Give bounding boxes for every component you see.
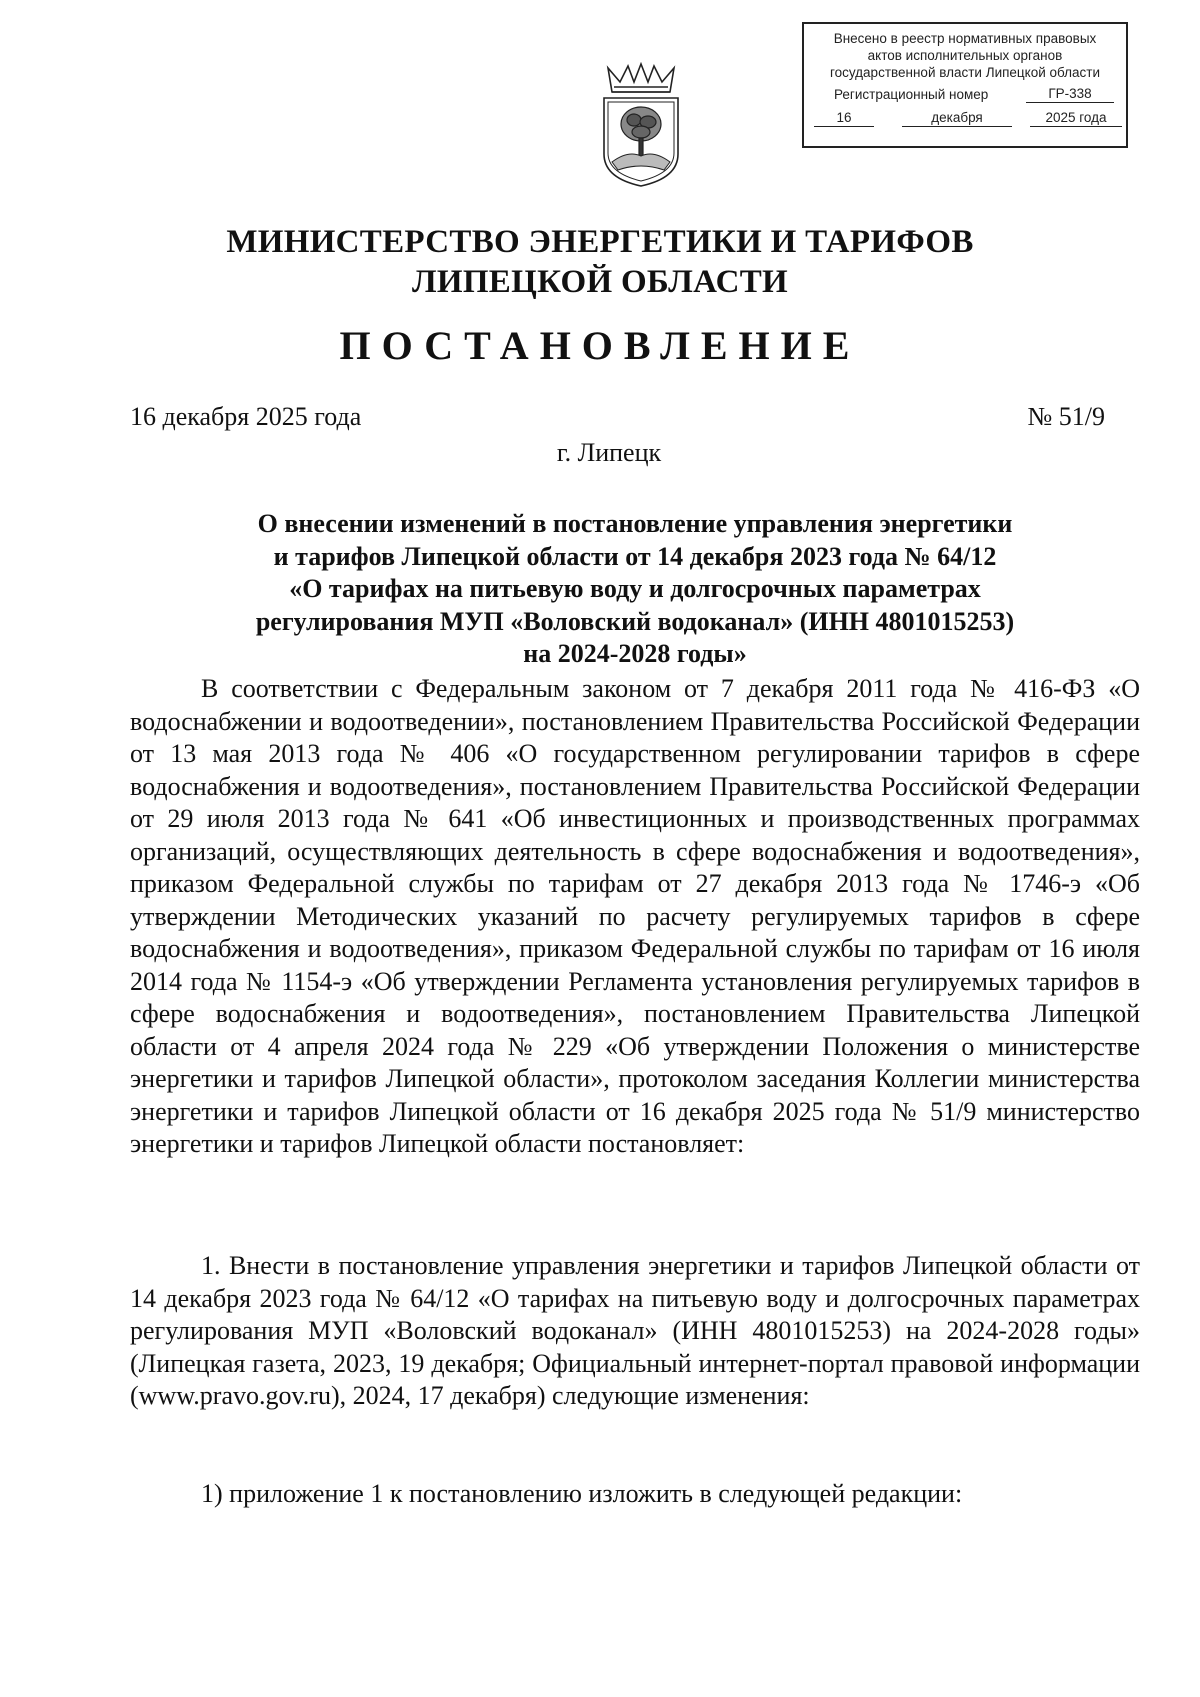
subject-line: «О тарифах на питьевую воду и долгосрочных параметрах xyxy=(289,574,981,603)
clause-1-1-paragraph: 1) приложение 1 к постановлению изложить в следующей редакции: xyxy=(201,1479,963,1508)
document-date: 16 декабря 2025 года xyxy=(130,402,362,431)
preamble-paragraph: В соответствии с Федеральным законом от 7 декабря 2011 года № 416-ФЗ «О водоснабжении и водоотведении», постановлением Правительства Российской Федерации от 13 мая 2013 года № 406 «О государственном регулировании тарифов в сфере водоснабжения и водоотведения», постановлением Правительства Российской Федерации от 29 июля 2013 года № 641 «Об инвестиционных и производственных программах организаций, осуществляющих деятельность в сфере водоснабжения и водоотведения», приказом Федеральной службы по тарифам от 27 декабря 2013 года № 1746-э «Об утверждении Методических указаний по расчету регулируемых тарифов в сфере водоснабжения и водоотведения», приказом Федеральной службы по тарифам от 16 июля 2014 года № 1154-э «Об утверждении Регламента установления регулируемых тарифов в сфере водоснабжения и водоотведения», постановлением Правительства Липецкой области от 4 апреля 2024 года № 229 «Об утверждении Положения о министерстве энергетики и тарифов Липецкой области», протоколом заседания Коллегии министерства энергетики и тарифов Липецкой области от 16 декабря 2025 года № 51/9 министерство энергетики и тарифов Липецкой области постановляет: xyxy=(130,674,1140,1158)
document-number: № 51/9 xyxy=(1027,402,1105,431)
stamp-month: декабря xyxy=(902,110,1012,127)
ministry-title xyxy=(0,222,1200,302)
stamp-line: Внесено в реестр нормативных правовых xyxy=(833,31,1097,46)
stamp-year: 2025 года xyxy=(1030,110,1122,127)
stamp-registration-row xyxy=(814,86,1116,104)
stamp-line: государственной власти Липецкой области xyxy=(829,65,1101,80)
ministry-title-line: МИНИСТЕРСТВО ЭНЕРГЕТИКИ И ТАРИФОВ xyxy=(226,224,974,260)
stamp-line: актов исполнительных органов xyxy=(867,48,1063,63)
ministry-title-line: ЛИПЕЦКОЙ ОБЛАСТИ xyxy=(411,264,789,300)
subject-line: регулирования МУП «Воловский водоканал» (ИНН 4801015253) xyxy=(255,606,1015,636)
subject-line: О внесении изменений в постановление управления энергетики xyxy=(257,509,1013,538)
document-city: г. Липецк xyxy=(556,438,662,467)
subject-line: на 2024-2028 годы» xyxy=(523,639,747,668)
subject-line: и тарифов Липецкой области от 14 декабря 2023 года № 64/12 xyxy=(273,541,997,571)
clause-1-paragraph: 1. Внести в постановление управления энергетики и тарифов Липецкой области от 14 декабря 2023 года № 64/12 «О тарифах на питьевую воду и долгосрочных параметрах регулирования МУП «Воловский водоканал» (ИНН 4801015253) на 2024-2028 годы» (Липецкая газета, 2023, 19 декабря; Официальный интернет-портал правовой информации (www.pravo.gov.ru), 2024, 17 декабря) следующие изменения: xyxy=(130,1251,1140,1410)
registry-stamp xyxy=(802,22,1128,148)
stamp-reg-number: ГР-338 xyxy=(1026,86,1114,103)
document-subject xyxy=(130,508,1140,671)
stamp-date-row xyxy=(814,110,1116,128)
stamp-day: 16 xyxy=(814,110,874,127)
stamp-reg-label: Регистрационный номер xyxy=(834,87,989,102)
coat-of-arms-emblem xyxy=(598,62,684,190)
stamp-text xyxy=(804,30,1126,81)
document-type-heading: ПОСТАНОВЛЕНИЕ xyxy=(339,323,861,368)
